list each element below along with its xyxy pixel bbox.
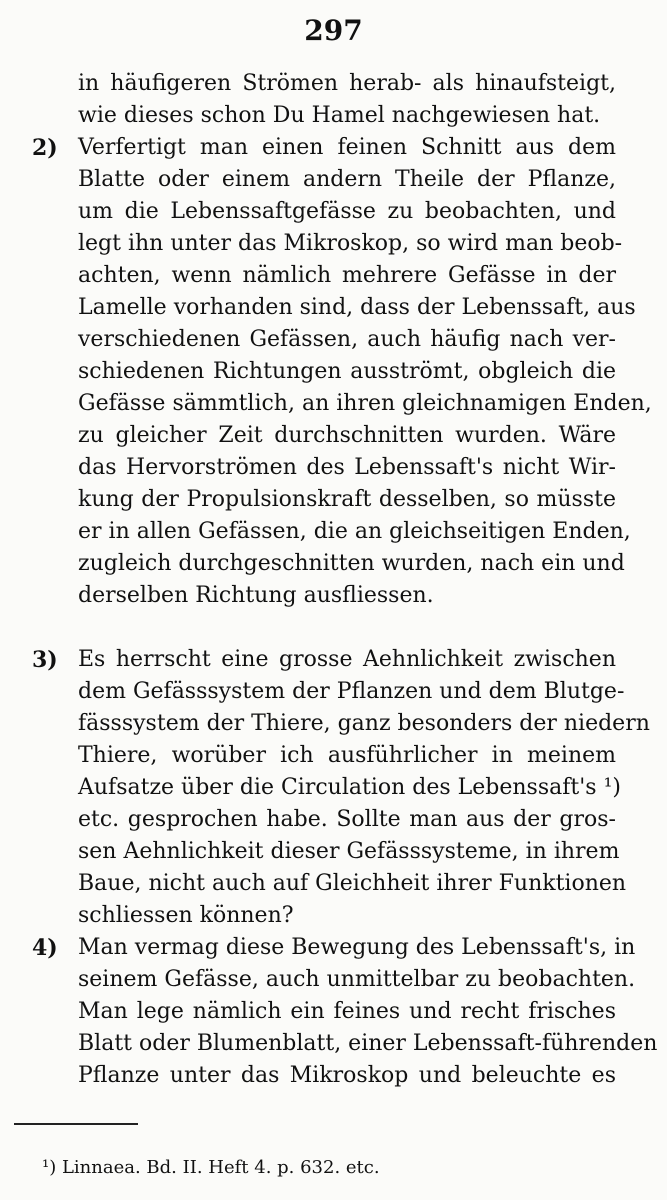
text-line: Verfertigt man einen feinen Schnitt aus dem xyxy=(78,135,616,160)
text-line: verschiedenen Gefässen, auch häufig nach ver- xyxy=(78,327,616,352)
text-line: Man lege nämlich ein feines und recht frisches xyxy=(78,999,616,1024)
text-line: er in allen Gefässen, die an gleichseitigen Enden, xyxy=(78,519,631,544)
text-line: derselben Richtung ausfliessen. xyxy=(78,583,434,608)
item-number-2: 2) xyxy=(32,135,58,161)
text-line: kung der Propulsionskraft desselben, so müsste xyxy=(78,487,616,512)
text-line: Blatte oder einem andern Theile der Pflanze, xyxy=(78,167,616,192)
text-line: das Hervorströmen des Lebenssaft's nicht Wir- xyxy=(78,455,616,480)
text-line: achten, wenn nämlich mehrere Gefässe in der xyxy=(78,263,616,288)
text-line: fässsystem der Thiere, ganz besonders der niedern xyxy=(78,711,650,736)
footnote-separator xyxy=(14,1123,138,1125)
page-number: 297 xyxy=(304,14,363,47)
text-line: Pflanze unter das Mikroskop und beleuchte es xyxy=(78,1063,616,1088)
text-line: zugleich durchgeschnitten wurden, nach ein und xyxy=(78,551,625,576)
text-line: zu gleicher Zeit durchschnitten wurden. Wäre xyxy=(78,423,616,448)
text-line: schiedenen Richtungen ausströmt, obgleich die xyxy=(78,359,616,384)
text-line: Gefässe sämmtlich, an ihren gleichnamigen Enden, xyxy=(78,391,652,416)
text-line: wie dieses schon Du Hamel nachgewiesen hat. xyxy=(78,103,601,128)
text-line: Baue, nicht auch auf Gleichheit ihrer Funktionen xyxy=(78,871,627,896)
text-line: seinem Gefässe, auch unmittelbar zu beobachten. xyxy=(78,967,636,992)
text-line: Thiere, worüber ich ausführlicher in meinem xyxy=(78,743,616,768)
text-line: sen Aehnlichkeit dieser Gefässsysteme, in ihrem xyxy=(78,839,620,864)
text-line: etc. gesprochen habe. Sollte man aus der gros- xyxy=(78,807,616,832)
text-line: legt ihn unter das Mikroskop, so wird man beob- xyxy=(78,231,623,256)
text-line: in häufigeren Strömen herab- als hinaufsteigt, xyxy=(78,71,616,96)
footnote: ¹) Linnaea. Bd. II. Heft 4. p. 632. etc. xyxy=(42,1157,380,1178)
text-line: um die Lebenssaftgefässe zu beobachten, und xyxy=(78,199,616,224)
item-number-3: 3) xyxy=(32,647,58,673)
text-line: Man vermag diese Bewegung des Lebenssaft's, in xyxy=(78,935,636,960)
text-line: Blatt oder Blumenblatt, einer Lebenssaft-führenden xyxy=(78,1031,658,1056)
text-line: schliessen können? xyxy=(78,903,294,928)
text-line: Es herrscht eine grosse Aehnlichkeit zwischen xyxy=(78,647,616,672)
text-line: Lamelle vorhanden sind, dass der Lebenssaft, aus xyxy=(78,295,636,320)
item-number-4: 4) xyxy=(32,935,58,961)
text-line: Aufsatze über die Circulation des Lebenssaft's ¹) xyxy=(78,775,621,800)
text-line: dem Gefässsystem der Pflanzen und dem Blutge- xyxy=(78,679,625,704)
